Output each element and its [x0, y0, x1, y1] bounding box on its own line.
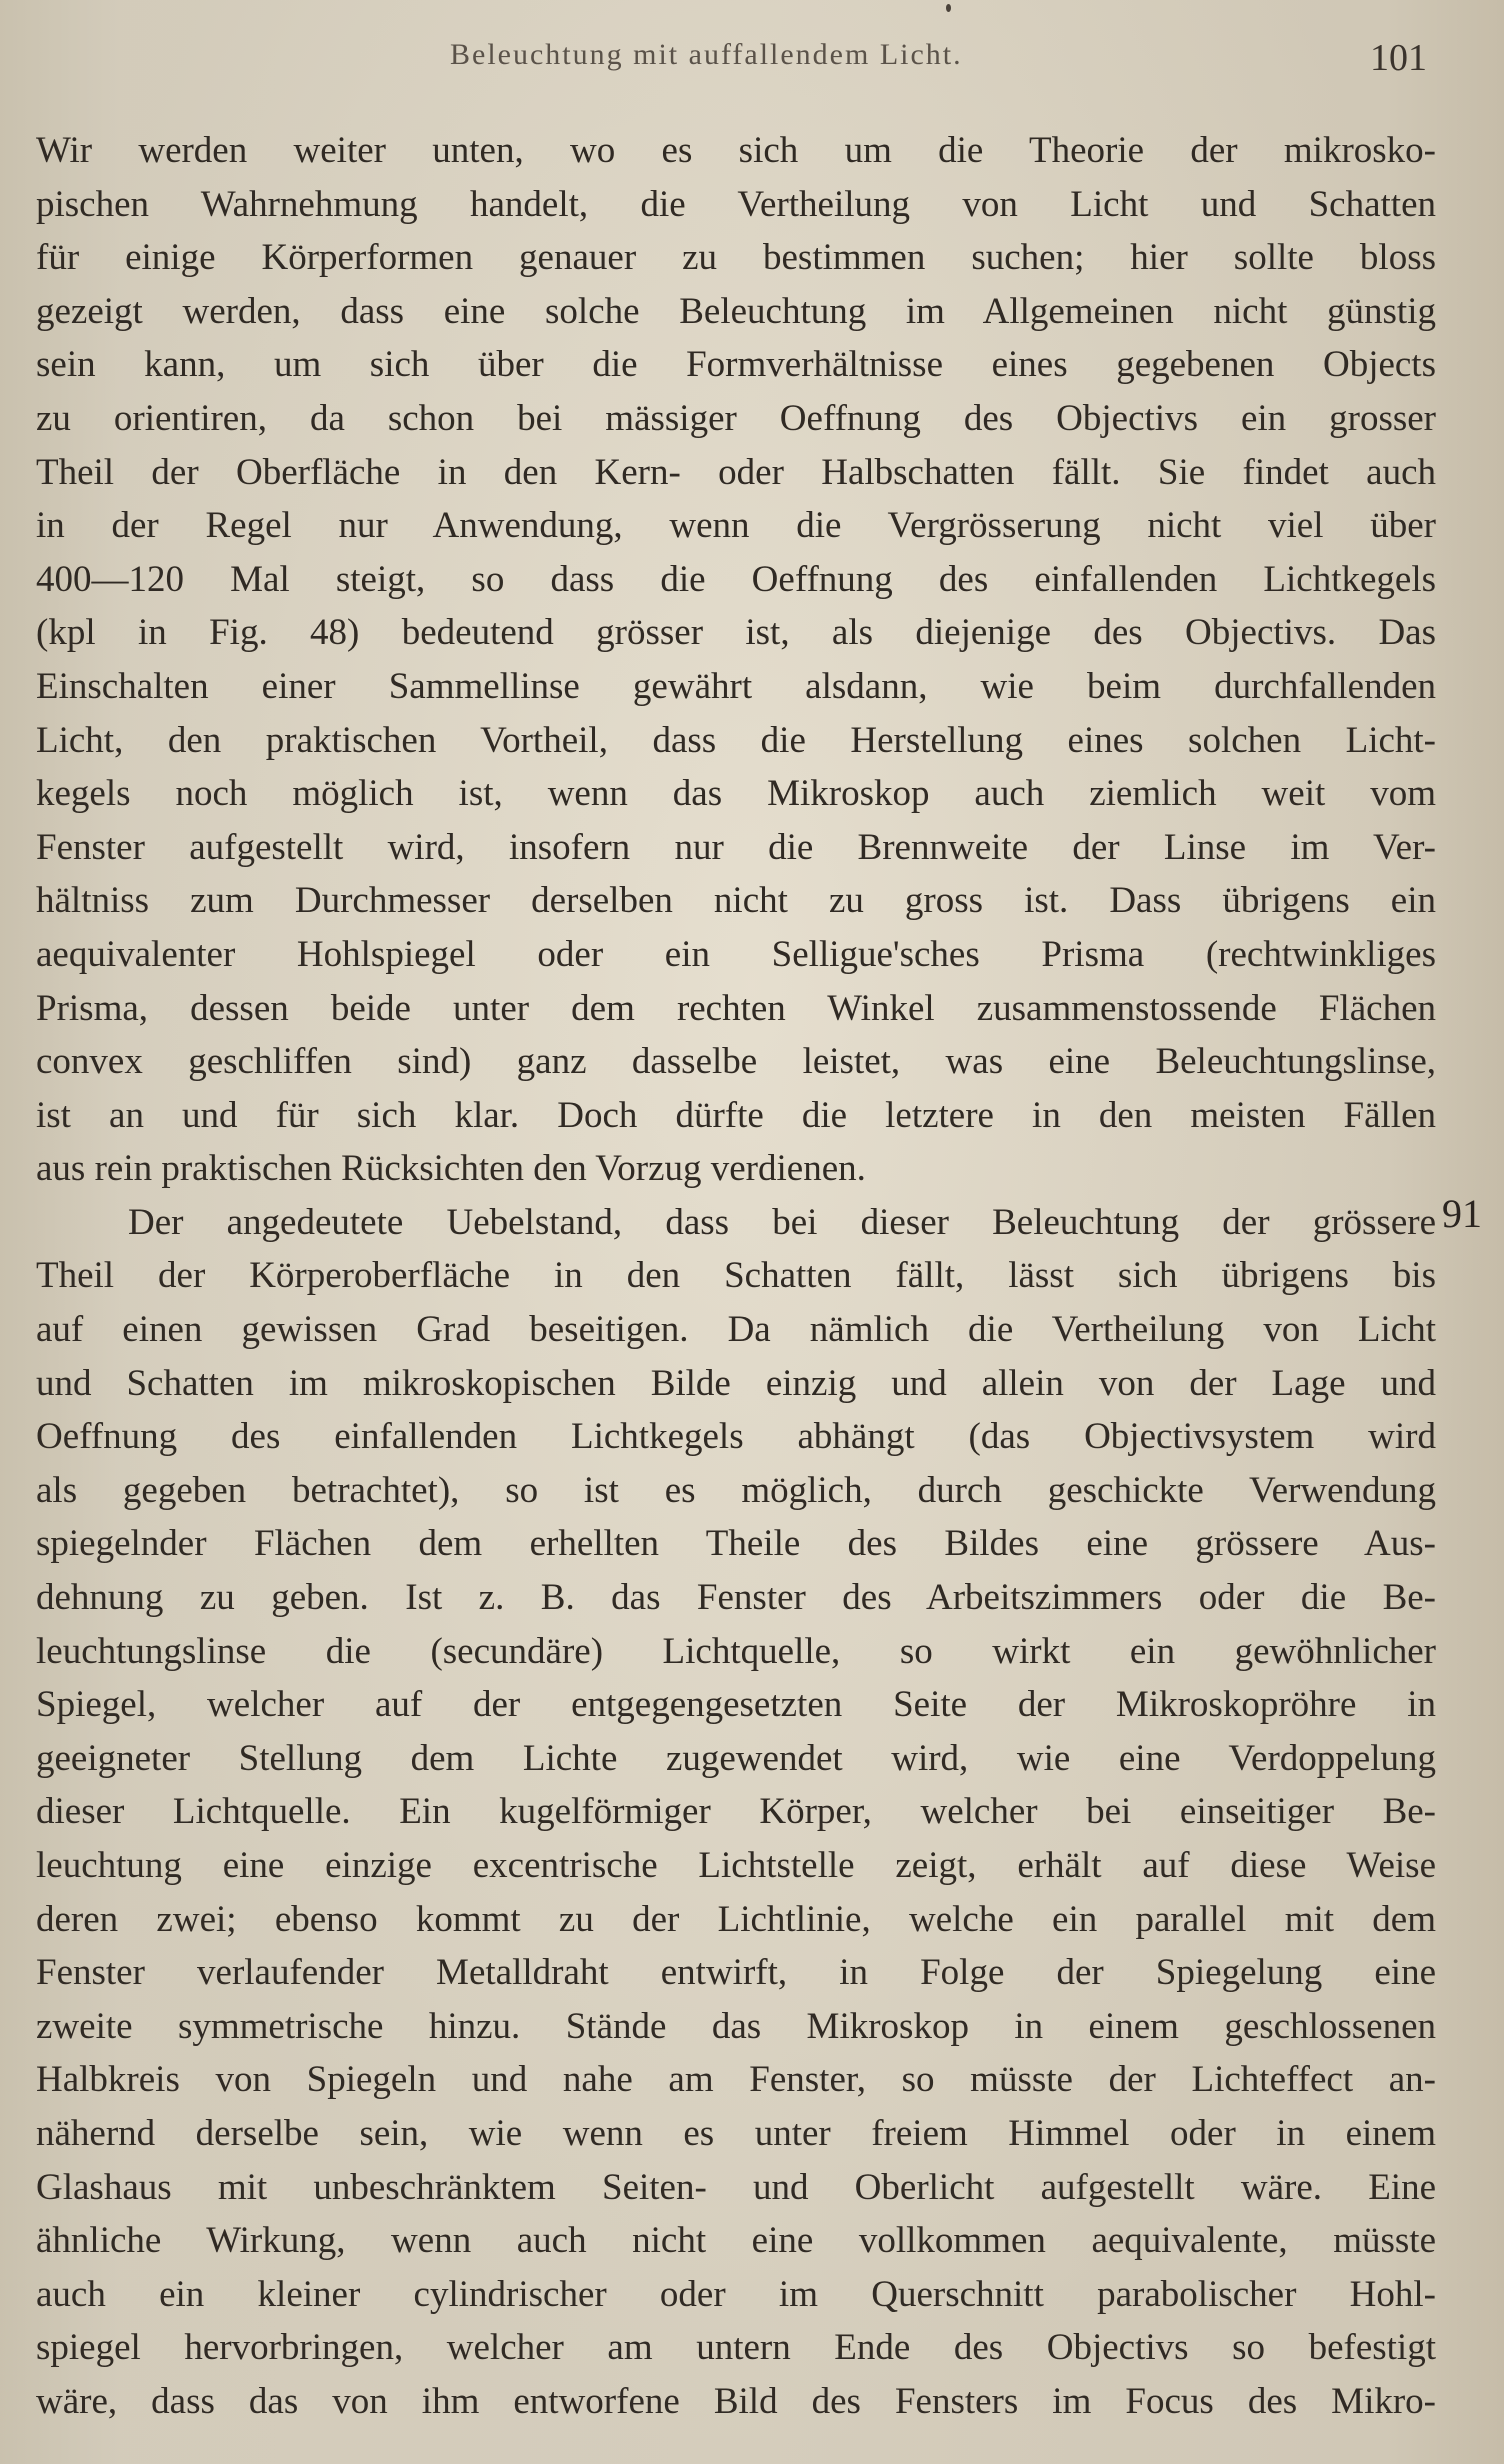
text-line: Licht, den praktischen Vortheil, dass die Herstellung eines solchen Licht-	[36, 719, 1436, 761]
text-line: (kpl in Fig. 48) bedeutend grösser ist, als diejenige des Objectivs. Das	[36, 612, 1436, 654]
text-line: auf einen gewissen Grad beseitigen. Da nämlich die Vertheilung von Licht	[36, 1309, 1436, 1351]
text-line: Fenster verlaufender Metalldraht entwirft, in Folge der Spiegelung eine	[36, 1952, 1436, 1994]
text-line: Prisma, dessen beide unter dem rechten Winkel zusammenstossende Flächen	[36, 987, 1436, 1029]
text-line: gezeigt werden, dass eine solche Beleuchtung im Allgemeinen nicht günstig	[36, 290, 1436, 332]
text-line: kegels noch möglich ist, wenn das Mikroskop auch ziemlich weit vom	[36, 773, 1436, 815]
text-line: spiegel hervorbringen, welcher am untern Ende des Objectivs so befestigt	[36, 2327, 1436, 2369]
text-line: zu orientiren, da schon bei mässiger Oeffnung des Objectivs ein grosser	[36, 397, 1436, 439]
text-line: convex geschliffen sind) ganz dasselbe leistet, was eine Beleuchtungslinse,	[36, 1041, 1436, 1083]
text-line: Theil der Körperoberfläche in den Schatten fällt, lässt sich übrigens bis	[36, 1255, 1436, 1297]
running-title: Beleuchtung mit auffallendem Licht.	[450, 38, 963, 71]
text-line: deren zwei; ebenso kommt zu der Lichtlinie, welche ein parallel mit dem	[36, 1898, 1436, 1940]
text-line: sein kann, um sich über die Formverhältnisse eines gegebenen Objects	[36, 344, 1436, 386]
text-line: als gegeben betrachtet), so ist es möglich, durch geschickte Verwendung	[36, 1469, 1436, 1511]
text-line: dieser Lichtquelle. Ein kugelförmiger Körper, welcher bei einseitiger Be-	[36, 1791, 1436, 1833]
ink-speck	[946, 4, 951, 12]
page-number: 101	[1370, 37, 1427, 79]
text-line: aequivalenter Hohlspiegel oder ein Selligue'sches Prisma (rechtwinkliges	[36, 933, 1436, 975]
running-head	[0, 34, 1504, 84]
text-line: Oeffnung des einfallenden Lichtkegels abhängt (das Objectivsystem wird	[36, 1416, 1436, 1458]
margin-section-number: 91	[1442, 1191, 1482, 1236]
text-line: aus rein praktischen Rücksichten den Vorzug verdienen.	[36, 1148, 866, 1190]
text-line: in der Regel nur Anwendung, wenn die Vergrösserung nicht viel über	[36, 505, 1436, 547]
text-line: nähernd derselbe sein, wie wenn es unter freiem Himmel oder in einem	[36, 2112, 1436, 2154]
text-line: Halbkreis von Spiegeln und nahe am Fenster, so müsste der Lichteffect an-	[36, 2059, 1436, 2101]
text-line: ähnliche Wirkung, wenn auch nicht eine vollkommen aequivalente, müsste	[36, 2220, 1436, 2262]
body-text	[36, 124, 1436, 2429]
text-line: pischen Wahrnehmung handelt, die Vertheilung von Licht und Schatten	[36, 183, 1436, 225]
text-line: Glashaus mit unbeschränktem Seiten- und Oberlicht aufgestellt wäre. Eine	[36, 2166, 1436, 2208]
text-line: Spiegel, welcher auf der entgegengesetzten Seite der Mikroskopröhre in	[36, 1684, 1436, 1726]
text-line: auch ein kleiner cylindrischer oder im Querschnitt parabolischer Hohl-	[36, 2273, 1436, 2315]
text-line: geeigneter Stellung dem Lichte zugewendet wird, wie eine Verdoppelung	[36, 1737, 1436, 1779]
text-line: Der angedeutete Uebelstand, dass bei dieser Beleuchtung der grössere	[128, 1201, 1436, 1243]
text-line: ist an und für sich klar. Doch dürfte die letztere in den meisten Fällen	[36, 1094, 1436, 1136]
text-line: Einschalten einer Sammellinse gewährt alsdann, wie beim durchfallenden	[36, 665, 1436, 707]
text-line: dehnung zu geben. Ist z. B. das Fenster des Arbeitszimmers oder die Be-	[36, 1577, 1436, 1619]
text-line: wäre, dass das von ihm entworfene Bild des Fensters im Focus des Mikro-	[36, 2380, 1436, 2422]
text-line: Wir werden weiter unten, wo es sich um die Theorie der mikrosko-	[36, 130, 1436, 171]
text-line: zweite symmetrische hinzu. Stände das Mikroskop in einem geschlossenen	[36, 2005, 1436, 2047]
text-line: leuchtungslinse die (secundäre) Lichtquelle, so wirkt ein gewöhnlicher	[36, 1630, 1436, 1672]
text-line: spiegelnder Flächen dem erhellten Theile des Bildes eine grössere Aus-	[36, 1523, 1436, 1565]
text-line: Fenster aufgestellt wird, insofern nur die Brennweite der Linse im Ver-	[36, 826, 1436, 868]
text-line: hältniss zum Durchmesser derselben nicht zu gross ist. Dass übrigens ein	[36, 880, 1436, 922]
text-line: leuchtung eine einzige excentrische Lichtstelle zeigt, erhält auf diese Weise	[36, 1845, 1436, 1886]
text-line: für einige Körperformen genauer zu bestimmen suchen; hier sollte bloss	[36, 237, 1436, 279]
text-line: und Schatten im mikroskopischen Bilde einzig und allein von der Lage und	[36, 1362, 1436, 1404]
text-line: Theil der Oberfläche in den Kern- oder Halbschatten fällt. Sie findet auch	[36, 451, 1436, 493]
text-line: 400—120 Mal steigt, so dass die Oeffnung des einfallenden Lichtkegels	[36, 558, 1436, 600]
